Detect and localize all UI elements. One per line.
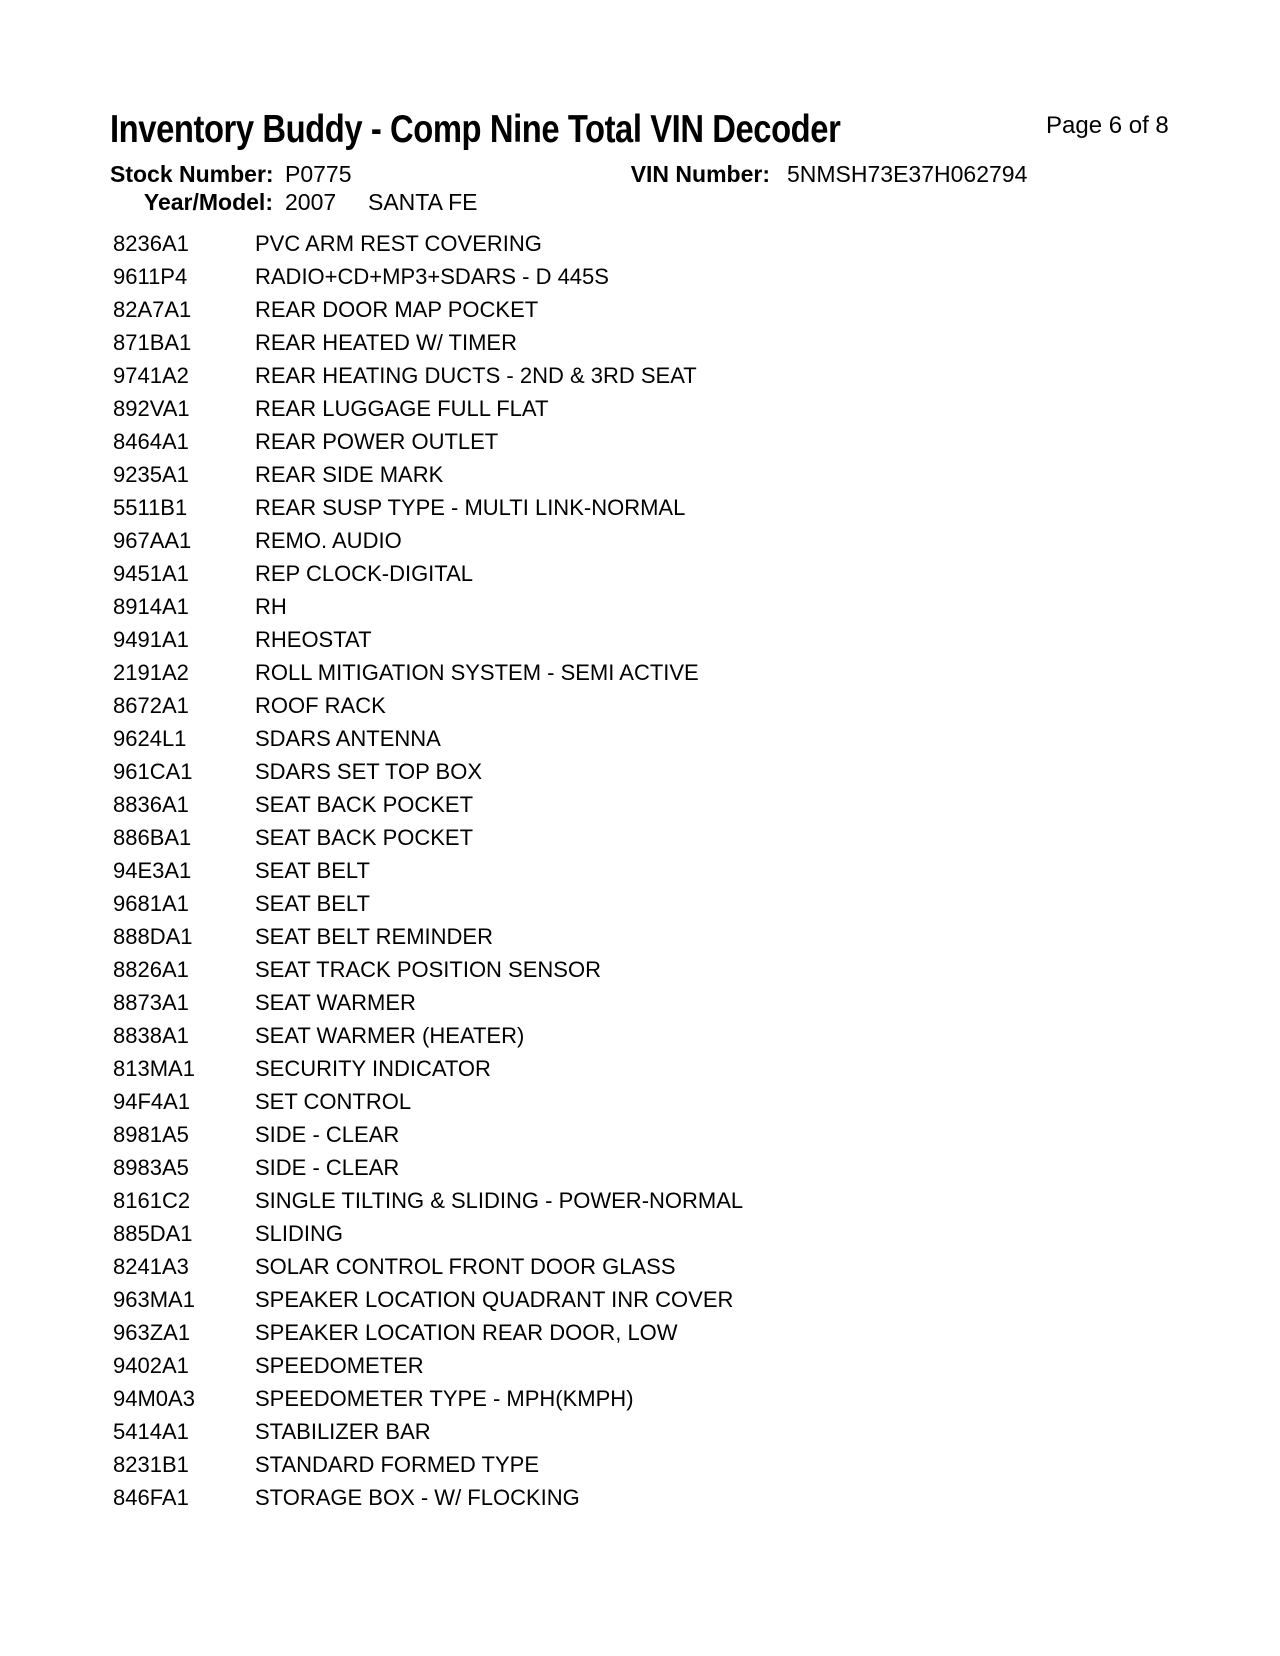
stock-number-label: Stock Number: xyxy=(110,161,274,187)
feature-code: 9491A1 xyxy=(113,627,189,652)
feature-row xyxy=(0,425,1280,458)
feature-code: 963ZA1 xyxy=(113,1320,191,1345)
feature-code: 82A7A1 xyxy=(113,297,192,322)
feature-description: RH xyxy=(255,594,287,619)
feature-row xyxy=(0,623,1280,656)
feature-code: 94F4A1 xyxy=(113,1089,191,1114)
feature-code: 8464A1 xyxy=(113,429,189,454)
year-model-label: Year/Model: xyxy=(143,189,273,215)
feature-row xyxy=(0,557,1280,590)
feature-row xyxy=(0,1250,1280,1283)
feature-code: 871BA1 xyxy=(113,330,192,355)
feature-code: 9235A1 xyxy=(113,462,189,487)
feature-description: REAR DOOR MAP POCKET xyxy=(255,297,539,322)
feature-row xyxy=(0,1316,1280,1349)
feature-description: SEAT BACK POCKET xyxy=(255,792,474,817)
feature-row xyxy=(0,656,1280,689)
feature-row xyxy=(0,392,1280,425)
feature-description: SIDE - CLEAR xyxy=(255,1155,400,1180)
feature-code: 8838A1 xyxy=(113,1023,189,1048)
feature-description: SLIDING xyxy=(255,1221,344,1246)
feature-description: REAR SIDE MARK xyxy=(255,462,444,487)
feature-code: 8873A1 xyxy=(113,990,189,1015)
feature-row xyxy=(0,260,1280,293)
feature-row xyxy=(0,590,1280,623)
feature-code: 8914A1 xyxy=(113,594,189,619)
feature-description: SPEEDOMETER TYPE - MPH(KMPH) xyxy=(255,1386,634,1411)
feature-row xyxy=(0,788,1280,821)
feature-code: 8231B1 xyxy=(113,1452,189,1477)
feature-row xyxy=(0,326,1280,359)
feature-code: 967AA1 xyxy=(113,528,192,553)
feature-description: SECURITY INDICATOR xyxy=(255,1056,491,1081)
feature-description: SINGLE TILTING & SLIDING - POWER-NORMAL xyxy=(255,1188,744,1213)
feature-code: 5414A1 xyxy=(113,1419,189,1444)
model-value: SANTA FE xyxy=(368,189,478,215)
feature-code: 94E3A1 xyxy=(113,858,192,883)
stock-number-value: P0775 xyxy=(285,161,352,187)
feature-description: STORAGE BOX - W/ FLOCKING xyxy=(255,1485,580,1510)
feature-row xyxy=(0,986,1280,1019)
feature-code: 94M0A3 xyxy=(113,1386,195,1411)
feature-description: SEAT BACK POCKET xyxy=(255,825,474,850)
feature-code: 9402A1 xyxy=(113,1353,189,1378)
feature-row xyxy=(0,887,1280,920)
page-indicator: Page 6 of 8 xyxy=(1046,112,1169,139)
feature-description: SEAT BELT xyxy=(255,891,370,916)
feature-description: REAR SUSP TYPE - MULTI LINK-NORMAL xyxy=(255,495,686,520)
feature-row xyxy=(0,491,1280,524)
feature-row xyxy=(0,689,1280,722)
feature-row xyxy=(0,458,1280,491)
feature-row xyxy=(0,1448,1280,1481)
feature-row xyxy=(0,1019,1280,1052)
feature-row xyxy=(0,755,1280,788)
feature-description: SEAT BELT xyxy=(255,858,370,883)
vin-number-value: 5NMSH73E37H062794 xyxy=(787,161,1028,187)
feature-description: SET CONTROL xyxy=(255,1089,412,1114)
feature-code: 963MA1 xyxy=(113,1287,195,1312)
feature-code: 8236A1 xyxy=(113,231,189,256)
feature-description: REAR LUGGAGE FULL FLAT xyxy=(255,396,549,421)
feature-description: SPEAKER LOCATION QUADRANT INR COVER xyxy=(255,1287,734,1312)
feature-description: REAR HEATED W/ TIMER xyxy=(255,330,517,355)
feature-row xyxy=(0,359,1280,392)
vin-number-label: VIN Number: xyxy=(630,161,770,187)
feature-row xyxy=(0,227,1280,260)
feature-row xyxy=(0,1085,1280,1118)
feature-row xyxy=(0,524,1280,557)
feature-description: RADIO+CD+MP3+SDARS - D 445S xyxy=(255,264,609,289)
feature-row xyxy=(0,1283,1280,1316)
feature-code: 9611P4 xyxy=(113,264,188,289)
feature-description: PVC ARM REST COVERING xyxy=(255,231,542,256)
feature-row xyxy=(0,821,1280,854)
feature-code: 5511B1 xyxy=(113,495,188,520)
feature-row xyxy=(0,1481,1280,1514)
feature-code: 961CA1 xyxy=(113,759,193,784)
feature-description: SOLAR CONTROL FRONT DOOR GLASS xyxy=(255,1254,676,1279)
feature-description: REMO. AUDIO xyxy=(255,528,402,553)
feature-code: 9624L1 xyxy=(113,726,187,751)
feature-row xyxy=(0,1217,1280,1250)
feature-code: 8826A1 xyxy=(113,957,189,982)
feature-code: 8672A1 xyxy=(113,693,189,718)
feature-description: SPEEDOMETER xyxy=(255,1353,424,1378)
feature-code: 813MA1 xyxy=(113,1056,195,1081)
feature-description: SDARS ANTENNA xyxy=(255,726,441,751)
feature-code: 9681A1 xyxy=(113,891,189,916)
feature-description: RHEOSTAT xyxy=(255,627,372,652)
feature-code: 8161C2 xyxy=(113,1188,191,1213)
feature-row xyxy=(0,1184,1280,1217)
feature-description: SEAT TRACK POSITION SENSOR xyxy=(255,957,601,982)
feature-code: 2191A2 xyxy=(113,660,189,685)
page-title: Inventory Buddy - Comp Nine Total VIN Decoder xyxy=(110,108,841,151)
year-value: 2007 xyxy=(285,189,337,215)
feature-code: 892VA1 xyxy=(113,396,190,421)
feature-code: 9451A1 xyxy=(113,561,189,586)
feature-description: REP CLOCK-DIGITAL xyxy=(255,561,474,586)
feature-description: ROOF RACK xyxy=(255,693,386,718)
feature-code: 9741A2 xyxy=(113,363,189,388)
feature-description: REAR HEATING DUCTS - 2ND & 3RD SEAT xyxy=(255,363,697,388)
feature-description: STABILIZER BAR xyxy=(255,1419,431,1444)
feature-description: SIDE - CLEAR xyxy=(255,1122,400,1147)
feature-row xyxy=(0,1415,1280,1448)
feature-row xyxy=(0,1052,1280,1085)
feature-row xyxy=(0,1151,1280,1184)
feature-row xyxy=(0,1382,1280,1415)
feature-description: SEAT WARMER (HEATER) xyxy=(255,1023,525,1048)
feature-code: 885DA1 xyxy=(113,1221,193,1246)
feature-code: 8983A5 xyxy=(113,1155,189,1180)
feature-list xyxy=(0,227,1280,1514)
feature-description: SEAT WARMER xyxy=(255,990,416,1015)
feature-row xyxy=(0,1118,1280,1151)
feature-description: SEAT BELT REMINDER xyxy=(255,924,493,949)
feature-description: ROLL MITIGATION SYSTEM - SEMI ACTIVE xyxy=(255,660,699,685)
feature-code: 8981A5 xyxy=(113,1122,189,1147)
feature-row xyxy=(0,953,1280,986)
feature-code: 886BA1 xyxy=(113,825,192,850)
feature-row xyxy=(0,293,1280,326)
feature-description: STANDARD FORMED TYPE xyxy=(255,1452,539,1477)
feature-row xyxy=(0,722,1280,755)
feature-description: REAR POWER OUTLET xyxy=(255,429,499,454)
feature-code: 8241A3 xyxy=(113,1254,189,1279)
feature-code: 846FA1 xyxy=(113,1485,189,1510)
feature-description: SDARS SET TOP BOX xyxy=(255,759,483,784)
feature-row xyxy=(0,1349,1280,1382)
feature-code: 8836A1 xyxy=(113,792,189,817)
feature-row xyxy=(0,920,1280,953)
feature-description: SPEAKER LOCATION REAR DOOR, LOW xyxy=(255,1320,678,1345)
feature-code: 888DA1 xyxy=(113,924,193,949)
feature-row xyxy=(0,854,1280,887)
